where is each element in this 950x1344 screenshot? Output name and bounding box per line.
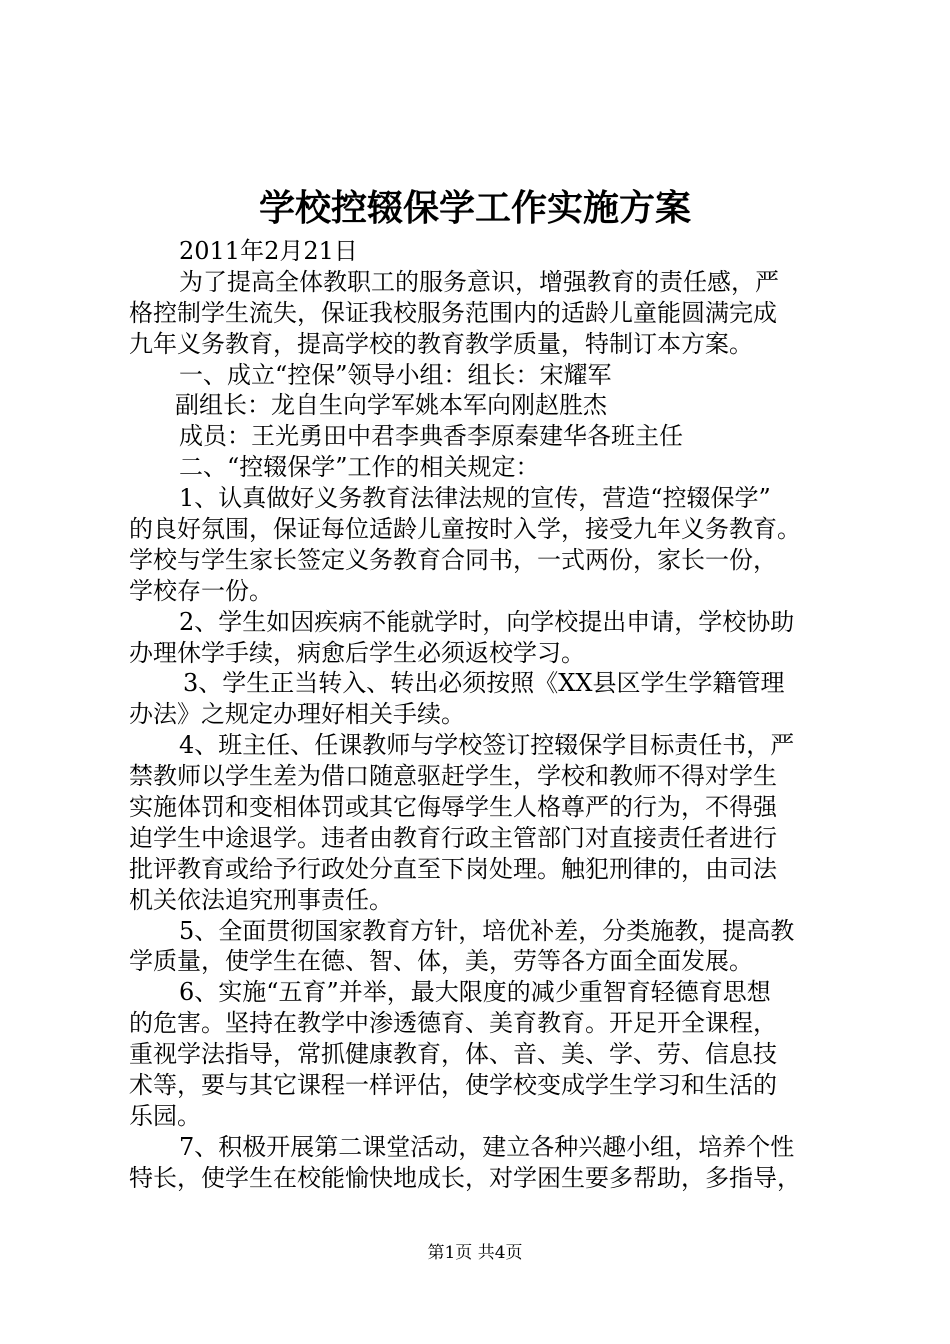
text-line: 2011年2月21日 <box>179 237 358 265</box>
text-line: 4、班主任、任课教师与学校签订控辍保学目标责任书，严 <box>179 731 795 760</box>
text-line: 6、实施“五育”并举，最大限度的减少重智育轻德育思想 <box>179 978 771 1007</box>
text-line: 2、学生如因疾病不能就学时，向学校提出申请，学校协助 <box>179 607 795 636</box>
text-line: 学质量，使学生在德、智、体，美，劳等各方面全面发展。 <box>129 947 753 976</box>
text-line: 迫学生中途退学。违者由教育行政主管部门对直接责任者进行 <box>129 823 777 852</box>
text-line: 办理休学手续，病愈后学生必须返校学习。 <box>129 638 585 667</box>
text-line: 1、认真做好义务教育法律法规的宣传，营造“控辍保学” <box>179 484 771 513</box>
text-line: 成员：王光勇田中君李典香李原秦建华各班主任 <box>179 422 683 451</box>
document-title: 学校控辍保学工作实施方案 <box>258 187 691 229</box>
text-line: 5、全面贯彻国家教育方针，培优补差，分类施教，提高教 <box>179 916 795 945</box>
page-footer: 第1页 共4页 <box>427 1243 523 1263</box>
text-line: 术等，要与其它课程一样评估，使学校变成学生学习和生活的 <box>129 1071 777 1100</box>
text-line: 机关依法追究刑事责任。 <box>129 885 393 914</box>
text-line: 的良好氛围，保证每位适龄儿童按时入学，接受九年义务教育。 <box>129 515 801 544</box>
document-body <box>129 236 849 1194</box>
text-line: 副组长：龙自生向学军姚本军向刚赵胜杰 <box>175 391 607 420</box>
text-line: 3、学生正当转入、转出必须按照《XX县区学生学籍管理 <box>183 669 785 698</box>
text-line: 乐园。 <box>129 1101 201 1130</box>
text-line: 办法》之规定办理好相关手续。 <box>129 700 465 729</box>
text-line: 学校存一份。 <box>129 576 273 605</box>
text-line: 为了提高全体教职工的服务意识，增强教育的责任感，严 <box>179 267 779 296</box>
text-line: 特长，使学生在校能愉快地成长，对学困生要多帮助，多指导， <box>129 1163 801 1192</box>
text-line: 批评教育或给予行政处分直至下岗处理。触犯刑律的，由司法 <box>129 854 777 883</box>
text-line: 重视学法指导，常抓健康教育，体、音、美、学、劳、信息技 <box>129 1040 777 1069</box>
text-line: 九年义务教育，提高学校的教育教学质量，特制订本方案。 <box>129 329 753 358</box>
text-line: 学校与学生家长签定义务教育合同书，一式两份，家长一份， <box>129 545 777 574</box>
text-line: 一、成立“控保”领导小组：组长：宋耀军 <box>179 360 612 389</box>
text-line: 二、“控辍保学”工作的相关规定： <box>179 453 540 482</box>
text-line: 实施体罚和变相体罚或其它侮辱学生人格尊严的行为，不得强 <box>129 793 777 822</box>
text-line: 禁教师以学生差为借口随意驱赶学生，学校和教师不得对学生 <box>129 762 777 791</box>
text-line: 的危害。坚持在教学中渗透德育、美育教育。开足开全课程， <box>129 1009 777 1038</box>
text-line: 7、积极开展第二课堂活动，建立各种兴趣小组，培养个性 <box>179 1132 795 1161</box>
text-line: 格控制学生流失，保证我校服务范围内的适龄儿童能圆满完成 <box>129 298 777 327</box>
